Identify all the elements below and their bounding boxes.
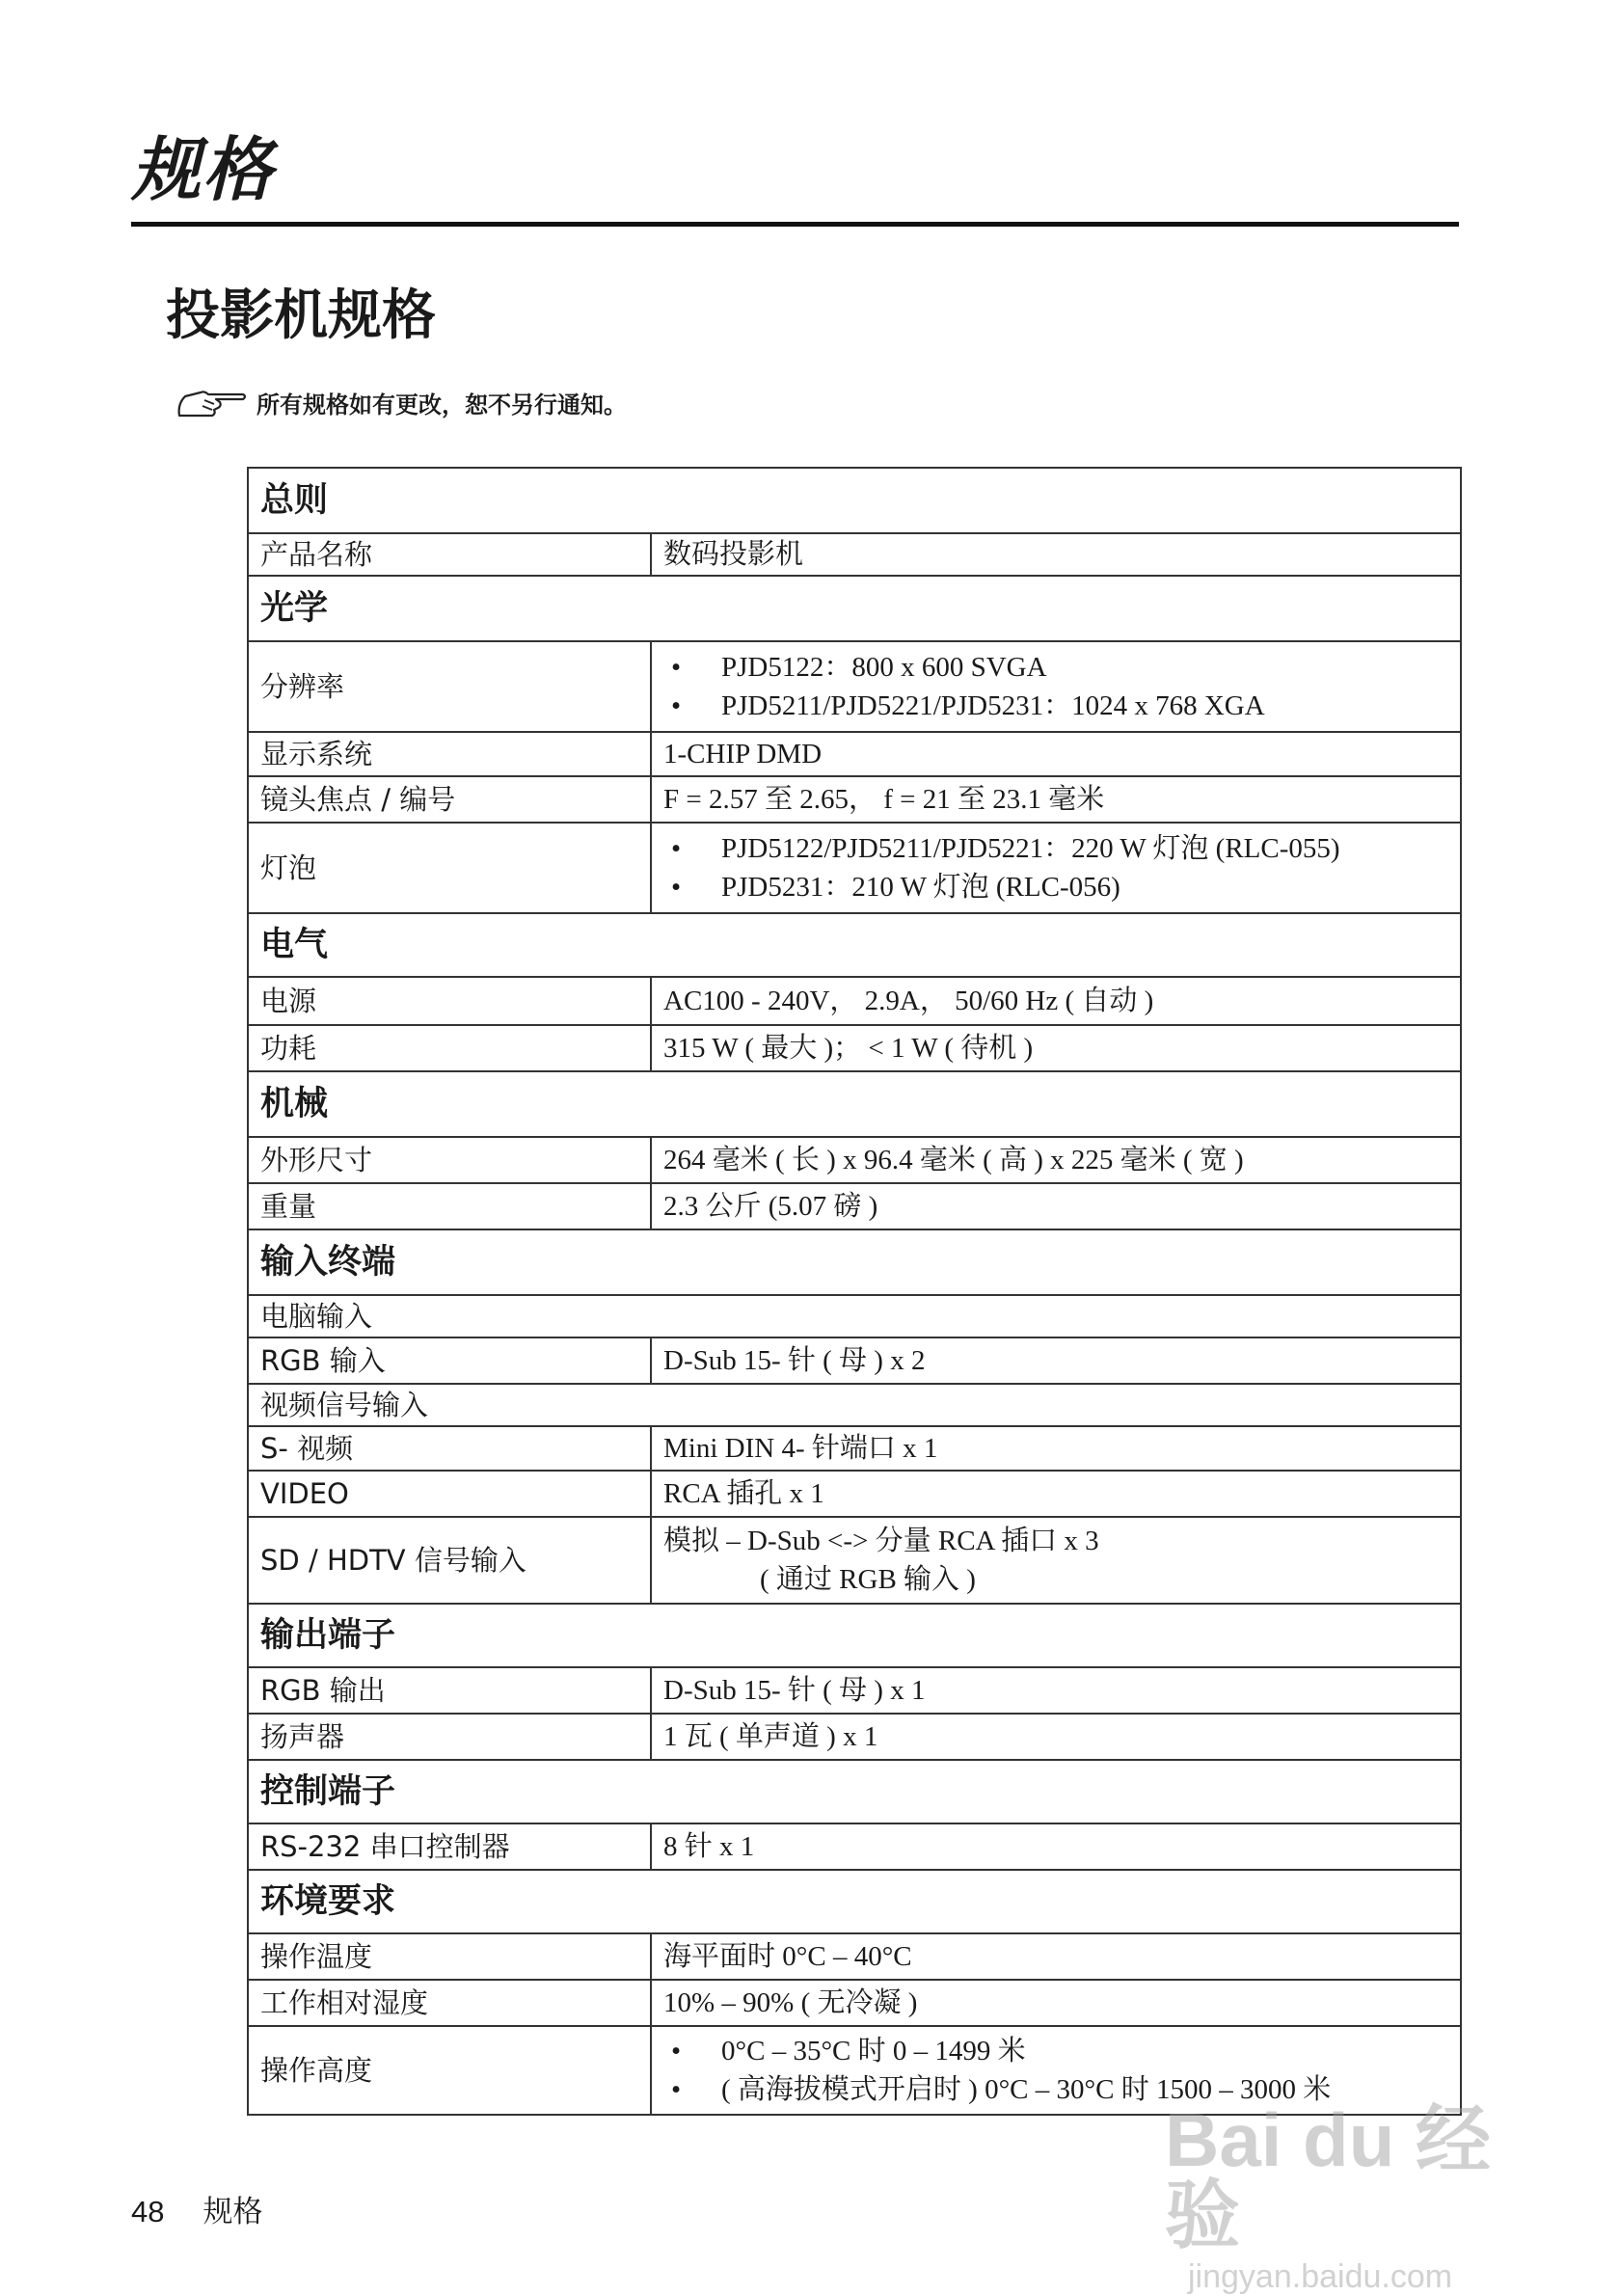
baidu-watermark bbox=[1165, 2097, 1551, 2295]
lamp-label: 灯泡 bbox=[248, 823, 651, 913]
lens-label: 镜头焦点 / 编号 bbox=[248, 776, 651, 823]
dimensions-label: 外形尺寸 bbox=[248, 1137, 651, 1183]
product-name-value: 数码投影机 bbox=[651, 533, 1461, 576]
power-value: AC100 - 240V， 2.9A， 50/60 Hz ( 自动 ) bbox=[651, 977, 1461, 1025]
humidity-label: 工作相对湿度 bbox=[248, 1980, 651, 2026]
product-name-label: 产品名称 bbox=[248, 533, 651, 576]
altitude-label: 操作高度 bbox=[248, 2026, 651, 2115]
hdtv-value-line: 模拟 – D-Sub <-> 分量 RCA 插口 x 3 bbox=[663, 1526, 1099, 1556]
display-system-label: 显示系统 bbox=[248, 732, 651, 776]
resolution-item: • PJD5211/PJD5221/PJD5231：1024 x 768 XGA bbox=[663, 687, 1448, 725]
rgb-output-value: D-Sub 15- 针 ( 母 ) x 1 bbox=[651, 1667, 1461, 1714]
category-optics: 光学 bbox=[248, 576, 1461, 641]
resolution-label: 分辨率 bbox=[248, 641, 651, 732]
rgb-input-label: RGB 输入 bbox=[248, 1337, 651, 1384]
video-label: VIDEO bbox=[248, 1471, 651, 1517]
weight-label: 重量 bbox=[248, 1183, 651, 1229]
note-text: 所有规格如有更改，恕不另行通知。 bbox=[256, 392, 627, 419]
section-title: 投影机规格 bbox=[166, 284, 436, 347]
svideo-value: Mini DIN 4- 针端口 x 1 bbox=[651, 1426, 1461, 1471]
humidity-value: 10% – 90% ( 无冷凝 ) bbox=[651, 1980, 1461, 2026]
power-label: 电源 bbox=[248, 977, 651, 1025]
category-electrical: 电气 bbox=[248, 913, 1461, 977]
chapter-divider bbox=[131, 222, 1459, 227]
category-output: 输出端子 bbox=[248, 1604, 1461, 1667]
category-mechanical: 机械 bbox=[248, 1071, 1461, 1137]
lamp-item: • PJD5122/PJD5211/PJD5221：220 W 灯泡 (RLC-055) bbox=[663, 829, 1448, 868]
svideo-label: S- 视频 bbox=[248, 1426, 651, 1471]
altitude-item: • 0°C – 35°C 时 0 – 1499 米 bbox=[663, 2032, 1448, 2070]
chapter-title: 规格 bbox=[131, 129, 275, 210]
page-footer bbox=[131, 2187, 262, 2230]
lens-value: F = 2.57 至 2.65， f = 21 至 23.1 毫米 bbox=[651, 776, 1461, 823]
rs232-label: RS-232 串口控制器 bbox=[248, 1823, 651, 1870]
footer-section: 规格 bbox=[202, 2195, 263, 2229]
watermark-url: jingyan.baidu.com bbox=[1188, 2258, 1453, 2295]
page-number: 48 bbox=[131, 2195, 165, 2228]
category-input: 输入终端 bbox=[248, 1229, 1461, 1295]
weight-value: 2.3 公斤 (5.07 磅 ) bbox=[651, 1183, 1461, 1229]
pc-input-heading: 电脑输入 bbox=[248, 1295, 1461, 1337]
category-general: 总则 bbox=[248, 468, 1461, 533]
hdtv-value-note: ( 通过 RGB 输入 ) bbox=[760, 1564, 976, 1595]
watermark-logo: Bai du 经验 bbox=[1165, 2097, 1492, 2257]
consumption-label: 功耗 bbox=[248, 1025, 651, 1071]
operating-temp-label: 操作温度 bbox=[248, 1933, 651, 1980]
category-environment: 环境要求 bbox=[248, 1870, 1461, 1933]
rgb-output-label: RGB 输出 bbox=[248, 1667, 651, 1714]
speaker-value: 1 瓦 ( 单声道 ) x 1 bbox=[651, 1714, 1461, 1760]
consumption-value: 315 W ( 最大 )； < 1 W ( 待机 ) bbox=[651, 1025, 1461, 1071]
video-value: RCA 插孔 x 1 bbox=[651, 1471, 1461, 1517]
operating-temp-value: 海平面时 0°C – 40°C bbox=[651, 1933, 1461, 1980]
note bbox=[175, 386, 627, 419]
rs232-value: 8 针 x 1 bbox=[651, 1823, 1461, 1870]
display-system-value: 1-CHIP DMD bbox=[651, 732, 1461, 776]
lamp-item: • PJD5231：210 W 灯泡 (RLC-056) bbox=[663, 868, 1448, 906]
dimensions-value: 264 毫米 ( 长 ) x 96.4 毫米 ( 高 ) x 225 毫米 ( 宽 ) bbox=[651, 1137, 1461, 1183]
resolution-item: • PJD5122：800 x 600 SVGA bbox=[663, 648, 1448, 687]
hdtv-label: SD / HDTV 信号输入 bbox=[248, 1517, 651, 1604]
rgb-input-value: D-Sub 15- 针 ( 母 ) x 2 bbox=[651, 1337, 1461, 1384]
spec-table bbox=[247, 467, 1462, 2116]
category-control: 控制端子 bbox=[248, 1760, 1461, 1823]
speaker-label: 扬声器 bbox=[248, 1714, 651, 1760]
video-input-heading: 视频信号输入 bbox=[248, 1384, 1461, 1426]
pointing-hand-icon bbox=[175, 387, 249, 419]
altitude-item: • ( 高海拔模式开启时 ) 0°C – 30°C 时 1500 – 3000 米 bbox=[663, 2070, 1448, 2109]
